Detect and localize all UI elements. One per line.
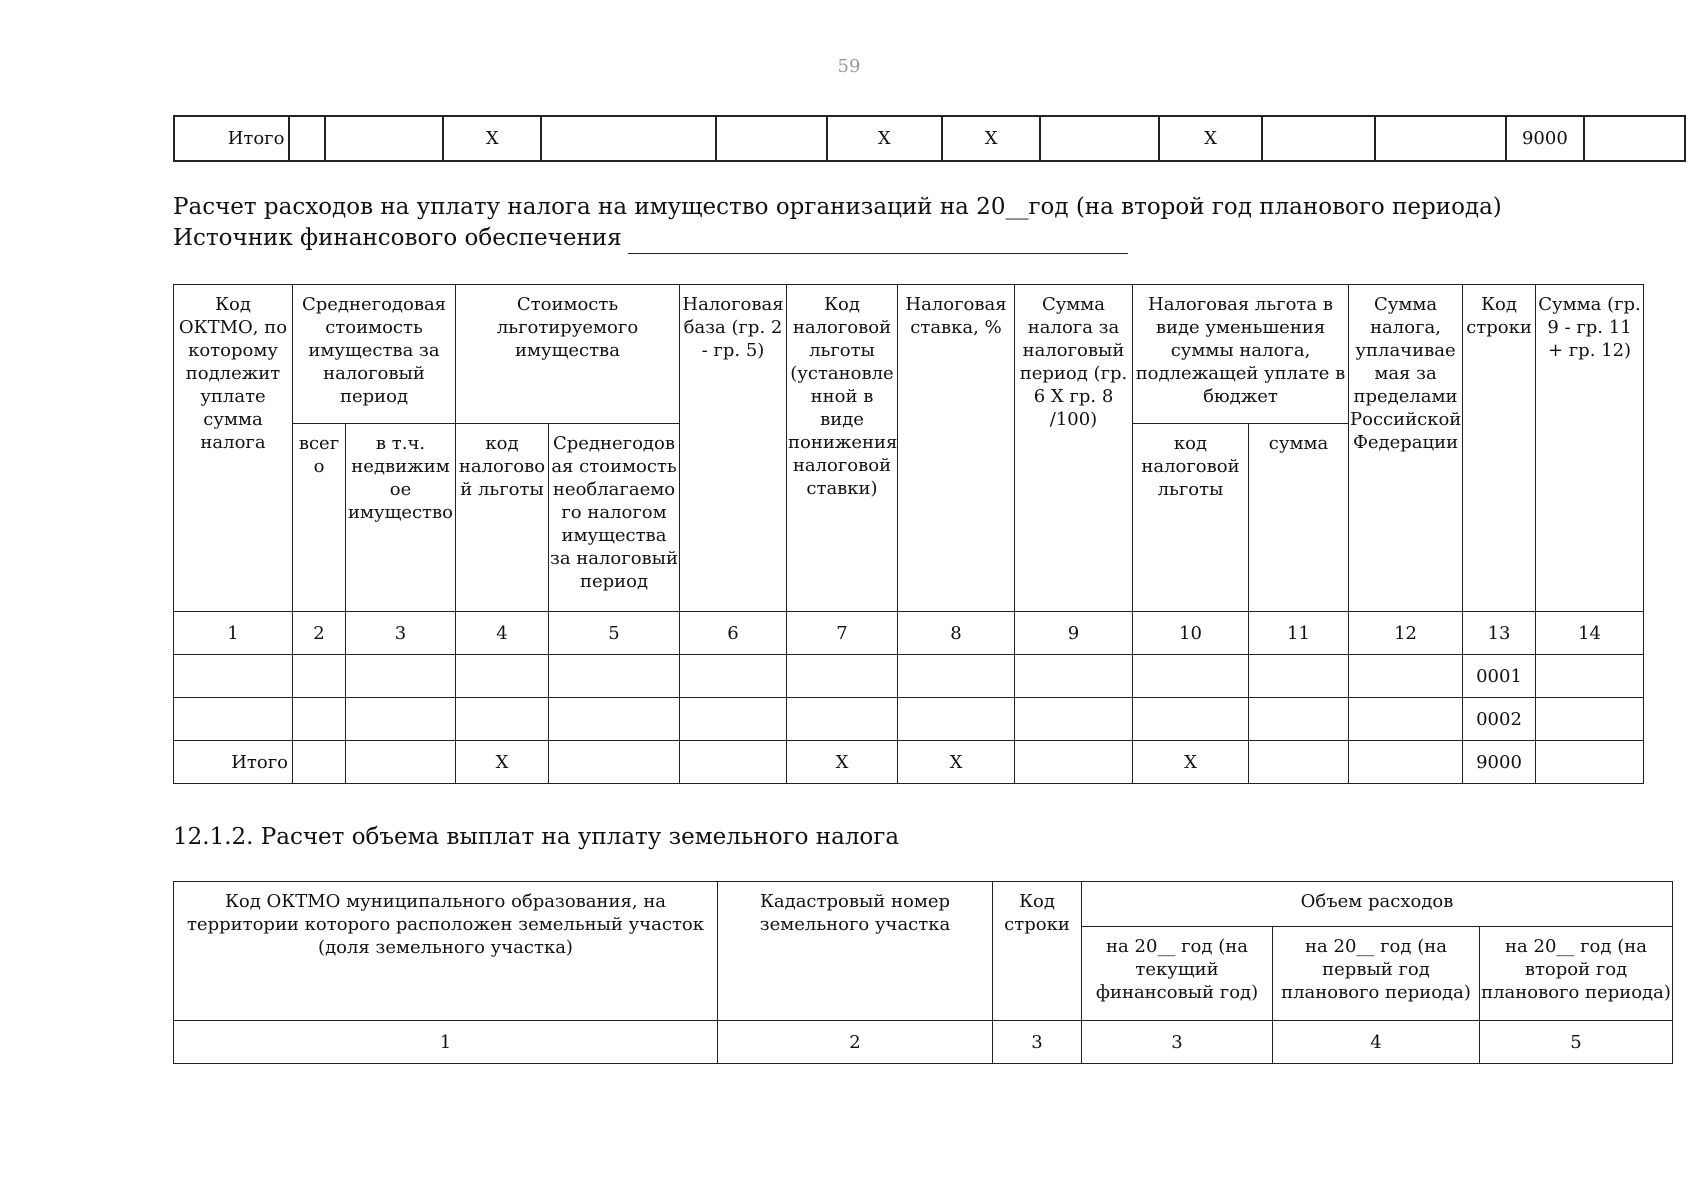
header-oktmo: Код ОКТМО, по которому подлежит уплате сумма налога (174, 285, 293, 612)
table-cell[interactable] (549, 655, 680, 698)
header-first-plan-year: на 20__ год (на первый год планового периода) (1273, 927, 1480, 1021)
header-current-year: на 20__ год (на текущий финансовый год) (1082, 927, 1273, 1021)
column-number: 3 (1082, 1021, 1273, 1064)
table-cell[interactable] (456, 655, 549, 698)
table-cell (1584, 116, 1685, 161)
page-number: 59 (837, 56, 861, 77)
table-cell[interactable] (1133, 655, 1249, 698)
column-number: 1 (174, 612, 293, 655)
table-cell[interactable] (1015, 655, 1133, 698)
header-sum: Сумма (гр. 9 - гр. 11 + гр. 12) (1536, 285, 1644, 612)
table-cell (1262, 116, 1374, 161)
table-cell (1375, 116, 1507, 161)
table-cell (549, 741, 680, 784)
column-number: 3 (993, 1021, 1082, 1064)
table-cell (1040, 116, 1158, 161)
table-cell[interactable] (898, 698, 1015, 741)
table-cell[interactable] (1133, 698, 1249, 741)
column-number: 5 (1480, 1021, 1673, 1064)
header-benefit-code-sub: код налогово й льготы (456, 424, 549, 612)
table-cell (1349, 741, 1463, 784)
financing-source-blank (628, 229, 1128, 254)
table-cell (1015, 741, 1133, 784)
table-cell: X (942, 116, 1040, 161)
header-row-code: Код строки (993, 882, 1082, 1021)
column-number: 14 (1536, 612, 1644, 655)
header-total: всег о (293, 424, 346, 612)
row-code-cell: 9000 (1463, 741, 1536, 784)
header-row-code: Код строки (1463, 285, 1536, 612)
column-number: 9 (1015, 612, 1133, 655)
section-title-property-tax: Расчет расходов на уплату налога на имущество организаций на 20__год (на второй год планового периода) (173, 194, 1502, 220)
table-cell: 9000 (1506, 116, 1583, 161)
total-row (174, 741, 1644, 784)
header-second-plan-year: на 20__ год (на второй год планового периода) (1480, 927, 1673, 1021)
header-expense-volume: Объем расходов (1082, 882, 1673, 927)
header-oktmo: Код ОКТМО муниципального образования, на территории которого расположен земельный участок (доля земельного участка) (174, 882, 718, 1021)
table-cell (1536, 741, 1644, 784)
table-cell[interactable] (293, 655, 346, 698)
table-cell: X (827, 116, 942, 161)
header-privileged-value: Стоимость льготируемого имущества (456, 285, 680, 424)
table-cell: X (898, 741, 1015, 784)
table-cell[interactable] (680, 698, 787, 741)
table-cell[interactable] (174, 655, 293, 698)
table-cell[interactable] (1349, 698, 1463, 741)
column-number: 11 (1249, 612, 1349, 655)
table-cell[interactable] (456, 698, 549, 741)
table-cell[interactable] (549, 698, 680, 741)
table-cell[interactable] (1249, 655, 1349, 698)
financing-source-label: Источник финансового обеспечения (173, 225, 622, 251)
table-cell (289, 116, 324, 161)
column-number: 3 (346, 612, 456, 655)
table-cell: X (443, 116, 541, 161)
row-code-cell: 0002 (1463, 698, 1536, 741)
row-code-cell: 0001 (1463, 655, 1536, 698)
total-row (174, 116, 1685, 161)
column-number: 7 (787, 612, 898, 655)
header-benefit-code-2: код налоговой льготы (1133, 424, 1249, 612)
table-cell (346, 741, 456, 784)
table-row (174, 655, 1644, 698)
column-number: 4 (456, 612, 549, 655)
table-cell (541, 116, 716, 161)
header-tax-amount: Сумма налога за налоговый период (гр. 6 X гр. 8 /100) (1015, 285, 1133, 612)
header-cadastral-number: Кадастровый номер земельного участка (718, 882, 993, 1021)
header-tax-rate: Налоговая ставка, % (898, 285, 1015, 612)
column-numbers-row (174, 612, 1644, 655)
table-cell[interactable] (346, 655, 456, 698)
header-tax-base: Налоговая база (гр. 2 - гр. 5) (680, 285, 787, 612)
financing-source-line (173, 223, 1128, 254)
table-cell (1249, 741, 1349, 784)
table-cell[interactable] (1536, 655, 1644, 698)
previous-table-total (173, 115, 1686, 162)
total-label: Итого (174, 741, 293, 784)
land-tax-table (173, 881, 1673, 1064)
header-exempt-value: Среднегодов ая стоимость необлагаемо го налогом имущества за налоговый период (549, 424, 680, 612)
table-cell: X (1133, 741, 1249, 784)
table-row (174, 698, 1644, 741)
table-cell: X (1159, 116, 1262, 161)
column-number: 2 (718, 1021, 993, 1064)
table-cell: X (456, 741, 549, 784)
header-benefit-sum: сумма (1249, 424, 1349, 612)
table-cell[interactable] (787, 655, 898, 698)
table-cell[interactable] (1349, 655, 1463, 698)
property-tax-table (173, 284, 1644, 784)
header-avg-value: Среднегодовая стоимость имущества за налоговый период (293, 285, 456, 424)
table-cell (325, 116, 443, 161)
table-cell[interactable] (174, 698, 293, 741)
column-numbers-row (174, 1021, 1673, 1064)
column-number: 4 (1273, 1021, 1480, 1064)
header-real-estate: в т.ч. недвижим ое имущество (346, 424, 456, 612)
table-cell (293, 741, 346, 784)
header-benefit-code: Код налоговой льготы (установле нной в виде понижения налоговой ставки) (787, 285, 898, 612)
table-cell[interactable] (1249, 698, 1349, 741)
table-cell[interactable] (1015, 698, 1133, 741)
column-number: 10 (1133, 612, 1249, 655)
section-title-land-tax: 12.1.2. Расчет объема выплат на уплату земельного налога (173, 824, 900, 850)
total-label: Итого (174, 116, 289, 161)
table-cell[interactable] (898, 655, 1015, 698)
header-tax-benefit: Налоговая льгота в виде уменьшения суммы налога, подлежащей уплате в бюджет (1133, 285, 1349, 424)
column-number: 1 (174, 1021, 718, 1064)
table-cell[interactable] (787, 698, 898, 741)
table-cell[interactable] (1536, 698, 1644, 741)
header-foreign-tax: Сумма налога, уплачивае мая за пределами Российской Федерации (1349, 285, 1463, 612)
column-number: 13 (1463, 612, 1536, 655)
column-number: 5 (549, 612, 680, 655)
table-cell (680, 741, 787, 784)
table-cell: X (787, 741, 898, 784)
table-cell[interactable] (346, 698, 456, 741)
table-cell (716, 116, 826, 161)
table-cell[interactable] (680, 655, 787, 698)
column-number: 6 (680, 612, 787, 655)
table-cell[interactable] (293, 698, 346, 741)
column-number: 2 (293, 612, 346, 655)
column-number: 12 (1349, 612, 1463, 655)
column-number: 8 (898, 612, 1015, 655)
